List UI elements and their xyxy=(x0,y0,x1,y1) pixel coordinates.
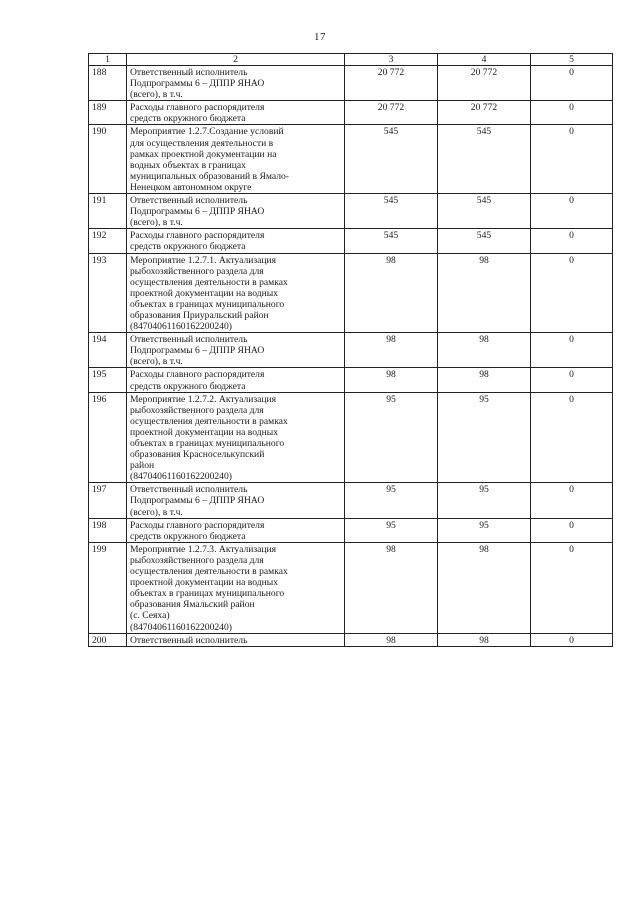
row-value-col5: 0 xyxy=(531,392,613,483)
row-value-col5: 0 xyxy=(531,368,613,392)
row-value-col3: 98 xyxy=(345,368,438,392)
row-value-col5: 0 xyxy=(531,229,613,253)
budget-table xyxy=(88,53,613,647)
table-row xyxy=(89,633,613,646)
row-number: 195 xyxy=(89,368,127,392)
row-description: Мероприятие 1.2.7.2. Актуализация рыбохозяйственного раздела для осуществления деятельности в рамках проектной документации на водных объектах в границах муниципального образования Красноселькупский район (84704061160162200240) xyxy=(127,392,345,483)
row-value-col4: 98 xyxy=(438,333,531,368)
row-number: 188 xyxy=(89,66,127,101)
column-header: 2 xyxy=(127,54,345,66)
table-row xyxy=(89,66,613,101)
row-description: Расходы главного распорядителя средств окружного бюджета xyxy=(127,101,345,125)
row-number: 193 xyxy=(89,253,127,333)
row-value-col5: 0 xyxy=(531,542,613,633)
column-header: 5 xyxy=(531,54,613,66)
row-number: 199 xyxy=(89,542,127,633)
row-description: Ответственный исполнитель Подпрограммы 6 – ДППР ЯНАО (всего), в т.ч. xyxy=(127,194,345,229)
row-value-col3: 95 xyxy=(345,392,438,483)
row-description: Расходы главного распорядителя средств окружного бюджета xyxy=(127,518,345,542)
row-number: 194 xyxy=(89,333,127,368)
row-value-col4: 20 772 xyxy=(438,101,531,125)
row-description: Расходы главного распорядителя средств окружного бюджета xyxy=(127,229,345,253)
row-value-col5: 0 xyxy=(531,253,613,333)
row-value-col4: 95 xyxy=(438,392,531,483)
table-row xyxy=(89,229,613,253)
row-value-col4: 98 xyxy=(438,368,531,392)
row-description: Ответственный исполнитель Подпрограммы 6 – ДППР ЯНАО (всего), в т.ч. xyxy=(127,483,345,518)
row-value-col3: 98 xyxy=(345,633,438,646)
row-value-col5: 0 xyxy=(531,194,613,229)
table-row xyxy=(89,483,613,518)
row-number: 196 xyxy=(89,392,127,483)
table-row xyxy=(89,542,613,633)
row-value-col3: 98 xyxy=(345,333,438,368)
row-value-col3: 545 xyxy=(345,194,438,229)
row-value-col3: 98 xyxy=(345,542,438,633)
row-value-col4: 545 xyxy=(438,125,531,194)
row-value-col5: 0 xyxy=(531,483,613,518)
row-value-col4: 545 xyxy=(438,194,531,229)
header-row xyxy=(89,54,613,66)
column-header: 3 xyxy=(345,54,438,66)
row-description: Мероприятие 1.2.7.1. Актуализация рыбохозяйственного раздела для осуществления деятельности в рамках проектной документации на водных объектах в границах муниципального образования Приуральский район (84704061160162200240) xyxy=(127,253,345,333)
row-value-col3: 545 xyxy=(345,229,438,253)
row-description: Ответственный исполнитель Подпрограммы 6 – ДППР ЯНАО (всего), в т.ч. xyxy=(127,333,345,368)
row-description: Расходы главного распорядителя средств окружного бюджета xyxy=(127,368,345,392)
row-value-col5: 0 xyxy=(531,333,613,368)
row-value-col4: 95 xyxy=(438,483,531,518)
row-value-col3: 95 xyxy=(345,483,438,518)
table-row xyxy=(89,392,613,483)
row-number: 200 xyxy=(89,633,127,646)
row-value-col5: 0 xyxy=(531,101,613,125)
row-number: 190 xyxy=(89,125,127,194)
row-number: 198 xyxy=(89,518,127,542)
row-value-col5: 0 xyxy=(531,518,613,542)
row-value-col5: 0 xyxy=(531,125,613,194)
row-number: 189 xyxy=(89,101,127,125)
row-value-col4: 98 xyxy=(438,633,531,646)
page-number: 17 xyxy=(314,31,326,43)
column-header: 4 xyxy=(438,54,531,66)
column-header: 1 xyxy=(89,54,127,66)
row-value-col3: 98 xyxy=(345,253,438,333)
row-value-col4: 98 xyxy=(438,253,531,333)
table-row xyxy=(89,333,613,368)
table-row xyxy=(89,518,613,542)
row-value-col4: 20 772 xyxy=(438,66,531,101)
table-row xyxy=(89,253,613,333)
row-number: 197 xyxy=(89,483,127,518)
row-value-col4: 98 xyxy=(438,542,531,633)
row-value-col3: 20 772 xyxy=(345,101,438,125)
table-row xyxy=(89,101,613,125)
row-value-col3: 20 772 xyxy=(345,66,438,101)
table-row xyxy=(89,194,613,229)
row-description: Ответственный исполнитель Подпрограммы 6 – ДППР ЯНАО (всего), в т.ч. xyxy=(127,66,345,101)
row-value-col3: 545 xyxy=(345,125,438,194)
row-value-col4: 545 xyxy=(438,229,531,253)
row-description: Мероприятие 1.2.7.Создание условий для осуществления деятельности в рамках проектной документации на водных объектах в границах муниципальных образований в Ямало- Ненецком автономном округе xyxy=(127,125,345,194)
row-value-col3: 95 xyxy=(345,518,438,542)
row-value-col4: 95 xyxy=(438,518,531,542)
row-number: 192 xyxy=(89,229,127,253)
row-value-col5: 0 xyxy=(531,66,613,101)
table-row xyxy=(89,125,613,194)
table-row xyxy=(89,368,613,392)
row-description: Ответственный исполнитель xyxy=(127,633,345,646)
row-value-col5: 0 xyxy=(531,633,613,646)
row-number: 191 xyxy=(89,194,127,229)
row-description: Мероприятие 1.2.7.3. Актуализация рыбохозяйственного раздела для осуществления деятельности в рамках проектной документации на водных объектах в границах муниципального образования Ямальский район (с. Сеяха) (84704061160162200240) xyxy=(127,542,345,633)
